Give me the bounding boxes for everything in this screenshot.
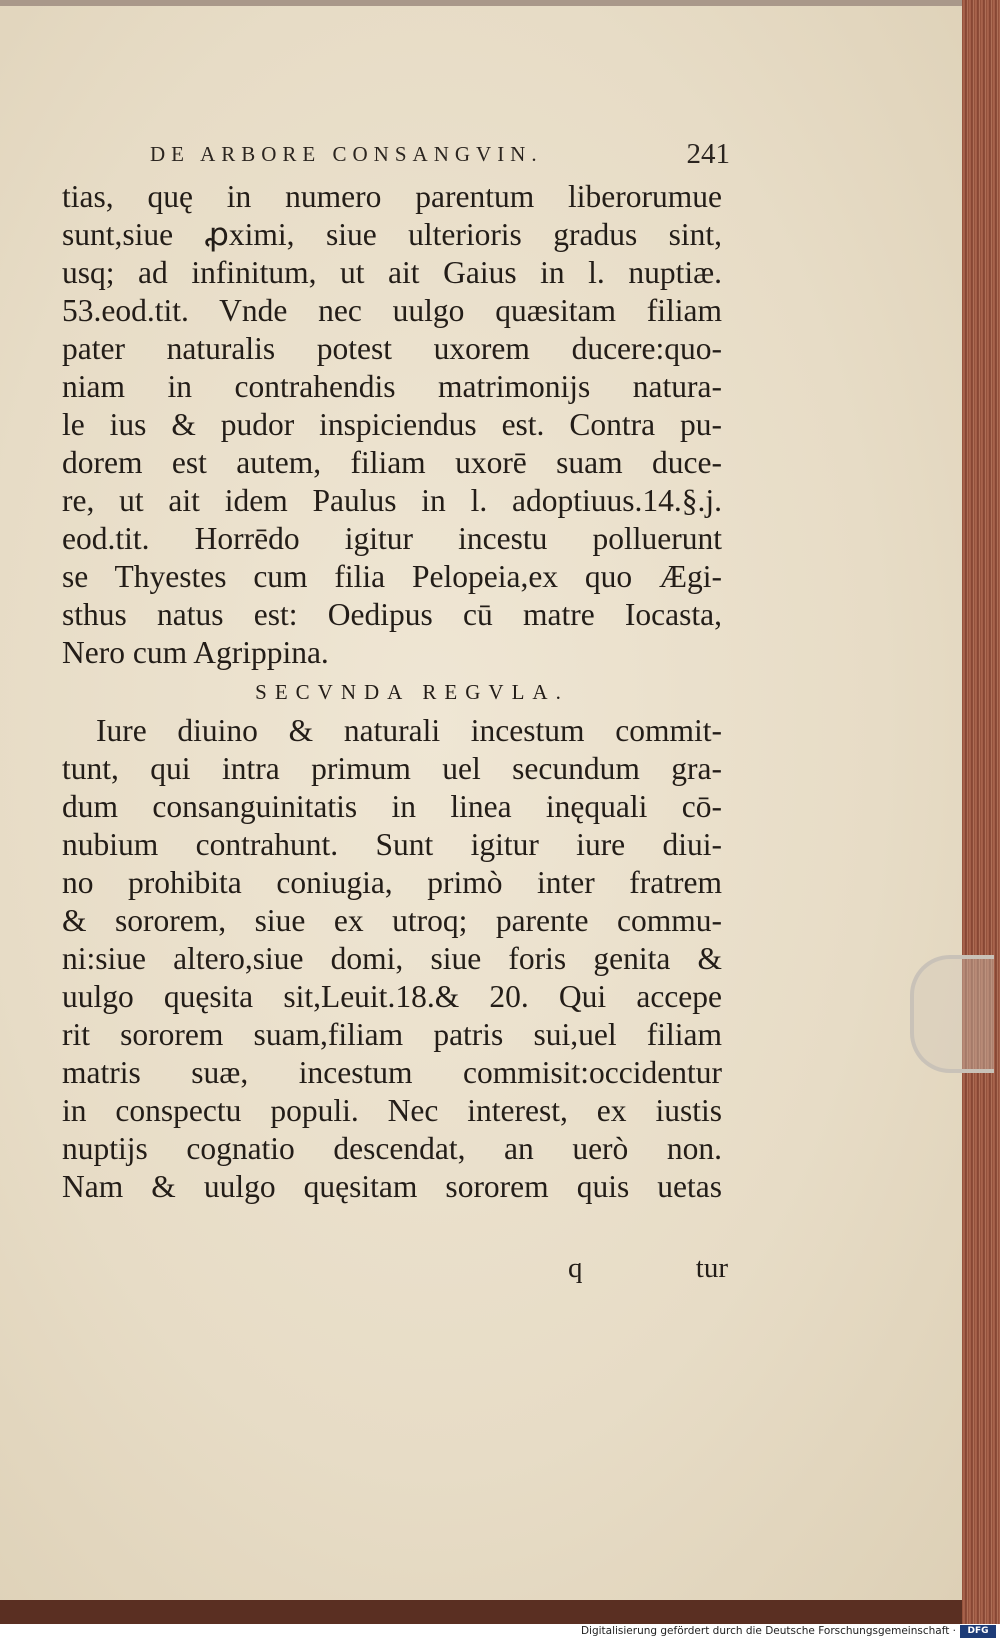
- text-line: rit sororem suam,filiam patris sui,uel filiam: [62, 1017, 722, 1052]
- text-line: nuptijs cognatio descendat, an uerò non.: [62, 1131, 722, 1166]
- signature-mark: q: [568, 1252, 583, 1284]
- text-line: le ius & pudor inspiciendus est. Contra pu-: [62, 407, 722, 442]
- page-header: [150, 138, 730, 178]
- thumb-tab: [910, 955, 994, 1073]
- text-line: usq; ad infinitum, ut ait Gaius in l. nuptiæ.: [62, 255, 722, 290]
- page-edges: [962, 0, 1000, 1625]
- text-line: se Thyestes cum filia Pelopeia,ex quo Ægi-: [62, 559, 722, 594]
- catchwords: [568, 1252, 728, 1290]
- text-line: Iure diuino & naturali incestum commit-: [96, 713, 722, 748]
- text-line: eod.tit. Horrēdo igitur incestu polluerunt: [62, 521, 722, 556]
- text-line: & sororem, siue ex utroq; parente commu-: [62, 903, 722, 938]
- dfg-logo-icon: DFG: [960, 1625, 996, 1638]
- text-line: Nam & uulgo quęsitam sororem quis uetas: [62, 1169, 722, 1204]
- text-line: re, ut ait idem Paulus in l. adoptiuus.14.§.j.: [62, 483, 722, 518]
- text-line: 53.eod.tit. Vnde nec uulgo quæsitam filiam: [62, 293, 722, 328]
- text-line: sthus natus est: Oedipus cū matre Iocasta,: [62, 597, 722, 632]
- page-number: 241: [686, 138, 730, 170]
- text-line: matris suæ, incestum commisit:occidentur: [62, 1055, 722, 1090]
- text-line: in conspectu populi. Nec interest, ex iustis: [62, 1093, 722, 1128]
- text-line: Nero cum Agrippina.: [62, 635, 329, 670]
- text-line: tias, quę in numero parentum liberorumue: [62, 179, 722, 214]
- footer-credit: Digitalisierung gefördert durch die Deutsche Forschungsgemeinschaft ·: [580, 1625, 956, 1637]
- text-line: nubium contrahunt. Sunt igitur iure diui-: [62, 827, 722, 862]
- text-line: niam in contrahendis matrimonijs natura-: [62, 369, 722, 404]
- digitization-footer: [0, 1624, 1000, 1639]
- text-line: pater naturalis potest uxorem ducere:quo-: [62, 331, 722, 366]
- text-line: tunt, qui intra primum uel secundum gra-: [62, 751, 722, 786]
- text-line: sunt,siue ꝓximi, siue ulterioris gradus sint,: [62, 217, 722, 252]
- text-line: dorem est autem, filiam uxorē suam duce-: [62, 445, 722, 480]
- text-line: dum consanguinitatis in linea inęquali cō-: [62, 789, 722, 824]
- text-line: ni:siue altero,siue domi, siue foris genita &: [62, 941, 722, 976]
- section-heading: SECVNDA REGVLA.: [255, 680, 569, 704]
- catchword: tur: [695, 1252, 728, 1284]
- text-block: [62, 178, 722, 1206]
- text-line: no prohibita coniugia, primò inter fratrem: [62, 865, 722, 900]
- text-line: uulgo quęsita sit,Leuit.18.& 20. Qui accepe: [62, 979, 722, 1014]
- running-title: DE ARBORE CONSANGVIN.: [150, 142, 543, 166]
